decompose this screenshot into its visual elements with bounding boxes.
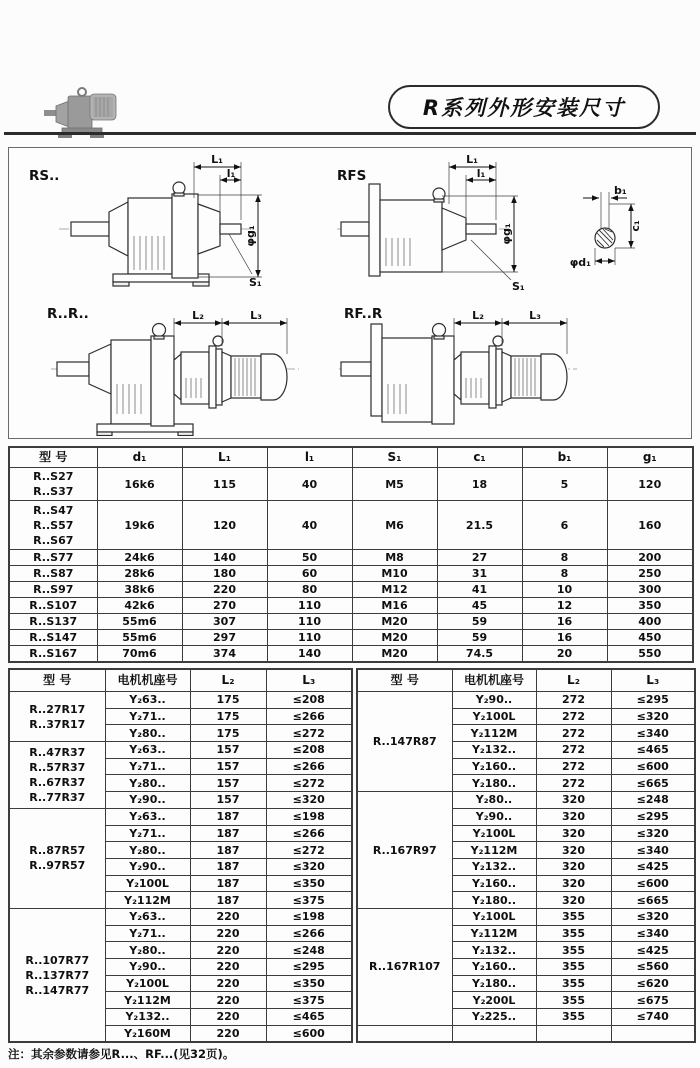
page-title-text: R系列外形安装尺寸 [422, 96, 626, 120]
value-cell: 40 [267, 468, 352, 501]
l3-cell: ≤340 [611, 725, 695, 742]
motor-frame-cell: Y₂80.. [105, 842, 190, 859]
dim-c1-label: c₁ [629, 220, 642, 232]
l2-cell: 220 [190, 1025, 266, 1042]
col-header-b1: b₁ [522, 447, 607, 468]
value-cell: 40 [267, 501, 352, 550]
l2-cell: 157 [190, 792, 266, 809]
l3-cell: ≤350 [266, 875, 352, 892]
value-cell: 550 [607, 646, 693, 663]
l2-cell: 220 [190, 1009, 266, 1026]
table-row [357, 792, 695, 809]
diagram-rs [29, 153, 262, 289]
dim-S1-label: S₁ [249, 276, 262, 289]
model-cell: R..167R97 [357, 792, 452, 909]
value-cell: 10 [522, 582, 607, 598]
l2-cell: 320 [536, 825, 611, 842]
l3-cell: ≤295 [611, 808, 695, 825]
motor-frame-cell: Y₂160.. [452, 758, 536, 775]
motor-frame-cell: Y₂132.. [452, 942, 536, 959]
motor-frame-cell: Y₂132.. [105, 1009, 190, 1026]
value-cell: 115 [182, 468, 267, 501]
l3-cell [611, 1025, 695, 1042]
table-row [9, 742, 352, 759]
value-cell: 307 [182, 614, 267, 630]
motor-frame-cell: Y₂90.. [452, 692, 536, 709]
l2-cell: 187 [190, 808, 266, 825]
model-cell: R..S87 [9, 566, 97, 582]
l2-cell: 175 [190, 692, 266, 709]
model-cell: R..S97 [9, 582, 97, 598]
l2-cell: 355 [536, 925, 611, 942]
diagram-panel [8, 147, 692, 439]
l2-cell: 187 [190, 825, 266, 842]
col-header-S1: S₁ [352, 447, 437, 468]
diagram-rfs [337, 153, 525, 293]
value-cell: 180 [182, 566, 267, 582]
l2-cell: 320 [536, 875, 611, 892]
value-cell: M10 [352, 566, 437, 582]
col-header-l1: l₁ [267, 447, 352, 468]
value-cell: M8 [352, 550, 437, 566]
l2-cell: 220 [190, 908, 266, 925]
col-header-g1: g₁ [607, 447, 693, 468]
l2-cell: 320 [536, 792, 611, 809]
motor-frame-cell: Y₂160.. [452, 959, 536, 976]
value-cell: 59 [437, 614, 522, 630]
dim-l1-label: l₁ [476, 167, 486, 180]
value-cell: M5 [352, 468, 437, 501]
table-row [9, 908, 352, 925]
value-cell: 50 [267, 550, 352, 566]
l2-cell: 320 [536, 858, 611, 875]
l3-cell: ≤208 [266, 742, 352, 759]
value-cell: 70m6 [97, 646, 182, 663]
motor-frame-cell: Y₂180.. [452, 975, 536, 992]
combination-table-right [356, 668, 696, 1043]
motor-frame-cell: Y₂200L [452, 992, 536, 1009]
motor-frame-cell: Y₂160.. [452, 875, 536, 892]
table-header-row [9, 447, 693, 468]
l2-cell: 272 [536, 742, 611, 759]
value-cell: 140 [267, 646, 352, 663]
col-header-L1: L₁ [182, 447, 267, 468]
model-cell: R..S27 R..S37 [9, 468, 97, 501]
table-row [9, 501, 693, 550]
l3-cell: ≤320 [611, 708, 695, 725]
motor-frame-cell: Y₂90.. [452, 808, 536, 825]
col-header-L2: L₂ [536, 669, 611, 692]
l3-cell: ≤375 [266, 992, 352, 1009]
footnote: 注：其余参数请参见R...、RF...(见32页)。 [8, 1047, 235, 1061]
table-row [357, 908, 695, 925]
model-cell: R..107R77 R..137R77 R..147R77 [9, 908, 105, 1042]
dim-L1-label: L₁ [211, 153, 223, 166]
page-title [388, 85, 660, 129]
l3-cell: ≤425 [611, 942, 695, 959]
value-cell: 6 [522, 501, 607, 550]
l3-cell: ≤465 [611, 742, 695, 759]
motor-frame-cell: Y₂63.. [105, 742, 190, 759]
value-cell: 400 [607, 614, 693, 630]
value-cell: 5 [522, 468, 607, 501]
dim-L3-label: L₃ [250, 309, 262, 322]
value-cell: 297 [182, 630, 267, 646]
l2-cell [536, 1025, 611, 1042]
l3-cell: ≤198 [266, 808, 352, 825]
table-row [9, 468, 693, 501]
table-row [9, 630, 693, 646]
dim-d1-label: φd₁ [569, 256, 591, 269]
motor-frame-cell: Y₂80.. [105, 775, 190, 792]
l2-cell: 355 [536, 959, 611, 976]
dimensions-table [8, 446, 694, 663]
value-cell: 27 [437, 550, 522, 566]
value-cell: 110 [267, 614, 352, 630]
table-row [9, 692, 352, 709]
motor-frame-cell: Y₂100L [452, 825, 536, 842]
dim-b1-label: b₁ [614, 184, 627, 197]
value-cell: 110 [267, 630, 352, 646]
value-cell: 20 [522, 646, 607, 663]
value-cell: 24k6 [97, 550, 182, 566]
l3-cell: ≤600 [266, 1025, 352, 1042]
motor-frame-cell: Y₂112M [105, 992, 190, 1009]
dim-L3-label: L₃ [529, 309, 541, 322]
l2-cell: 187 [190, 858, 266, 875]
l2-cell: 157 [190, 758, 266, 775]
col-header-L3: L₃ [611, 669, 695, 692]
motor-frame-cell: Y₂71.. [105, 925, 190, 942]
l2-cell: 157 [190, 775, 266, 792]
l2-cell: 220 [190, 975, 266, 992]
model-cell: R..27R17 R..37R17 [9, 692, 105, 742]
l3-cell: ≤375 [266, 892, 352, 909]
l2-cell: 157 [190, 742, 266, 759]
dim-L1-label: L₁ [466, 153, 478, 166]
value-cell: 110 [267, 598, 352, 614]
value-cell: M12 [352, 582, 437, 598]
value-cell: 160 [607, 501, 693, 550]
model-cell: R..S47 R..S57 R..S67 [9, 501, 97, 550]
l3-cell: ≤740 [611, 1009, 695, 1026]
l2-cell: 220 [190, 925, 266, 942]
value-cell: 38k6 [97, 582, 182, 598]
l3-cell: ≤272 [266, 725, 352, 742]
motor-frame-cell: Y₂80.. [105, 725, 190, 742]
l3-cell: ≤266 [266, 708, 352, 725]
l3-cell: ≤266 [266, 758, 352, 775]
dim-L2-label: L₂ [192, 309, 204, 322]
value-cell: M20 [352, 630, 437, 646]
l2-cell: 175 [190, 725, 266, 742]
motor-frame-cell: Y₂112M [452, 725, 536, 742]
l3-cell: ≤350 [266, 975, 352, 992]
l2-cell: 355 [536, 908, 611, 925]
value-cell: M20 [352, 614, 437, 630]
table-row [9, 582, 693, 598]
value-cell: 220 [182, 582, 267, 598]
motor-frame-cell: Y₂90.. [105, 858, 190, 875]
value-cell: 45 [437, 598, 522, 614]
motor-frame-cell: Y₂100L [452, 708, 536, 725]
l3-cell: ≤600 [611, 758, 695, 775]
table-row [9, 646, 693, 663]
l3-cell: ≤425 [611, 858, 695, 875]
motor-frame-cell: Y₂132.. [452, 742, 536, 759]
motor-frame-cell: Y₂63.. [105, 692, 190, 709]
dim-l1-label: l₁ [226, 167, 236, 180]
motor-frame-cell: Y₂180.. [452, 892, 536, 909]
value-cell: 350 [607, 598, 693, 614]
value-cell: 12 [522, 598, 607, 614]
l2-cell: 320 [536, 842, 611, 859]
value-cell: 16k6 [97, 468, 182, 501]
l2-cell: 355 [536, 1009, 611, 1026]
value-cell: 200 [607, 550, 693, 566]
model-cell: R..87R57 R..97R57 [9, 808, 105, 908]
motor-frame-cell: Y₂90.. [105, 792, 190, 809]
diagram-rfr-label: RF..R [344, 306, 383, 322]
value-cell: 450 [607, 630, 693, 646]
l3-cell: ≤600 [611, 875, 695, 892]
l3-cell: ≤266 [266, 825, 352, 842]
value-cell: 300 [607, 582, 693, 598]
diagram-rs-label: RS.. [29, 168, 60, 184]
l3-cell: ≤465 [266, 1009, 352, 1026]
l2-cell: 320 [536, 808, 611, 825]
col-header-model: 型 号 [9, 447, 97, 468]
col-header-motor-frame: 电机机座号 [105, 669, 190, 692]
value-cell: 374 [182, 646, 267, 663]
motor-frame-cell: Y₂100L [105, 875, 190, 892]
l3-cell: ≤295 [611, 692, 695, 709]
table-row [9, 566, 693, 582]
diagram-rr-label: R..R.. [47, 306, 89, 322]
value-cell: 55m6 [97, 614, 182, 630]
value-cell: 270 [182, 598, 267, 614]
l2-cell: 320 [536, 892, 611, 909]
l3-cell: ≤248 [611, 792, 695, 809]
value-cell: 60 [267, 566, 352, 582]
l3-cell: ≤248 [266, 942, 352, 959]
motor-frame-cell: Y₂180.. [452, 775, 536, 792]
header-rule [4, 132, 696, 135]
value-cell: 18 [437, 468, 522, 501]
motor-frame-cell: Y₂112M [452, 842, 536, 859]
l2-cell: 187 [190, 875, 266, 892]
motor-frame-cell: Y₂90.. [105, 959, 190, 976]
value-cell: 16 [522, 614, 607, 630]
l2-cell: 355 [536, 942, 611, 959]
value-cell: 8 [522, 550, 607, 566]
value-cell: M6 [352, 501, 437, 550]
l2-cell: 187 [190, 892, 266, 909]
l3-cell: ≤272 [266, 842, 352, 859]
combination-table-left [8, 668, 353, 1043]
l3-cell: ≤675 [611, 992, 695, 1009]
model-cell: R..S107 [9, 598, 97, 614]
dim-L2-label: L₂ [472, 309, 484, 322]
value-cell: 31 [437, 566, 522, 582]
dim-g1-label: φg₁ [244, 225, 257, 247]
diagram-rr [47, 306, 299, 436]
value-cell: 41 [437, 582, 522, 598]
l3-cell: ≤320 [611, 908, 695, 925]
table-header-row [9, 669, 352, 692]
l2-cell: 272 [536, 775, 611, 792]
col-header-motor-frame: 电机机座号 [452, 669, 536, 692]
l2-cell: 187 [190, 842, 266, 859]
col-header-c1: c₁ [437, 447, 522, 468]
table-row [357, 692, 695, 709]
value-cell: M20 [352, 646, 437, 663]
motor-frame-cell: Y₂71.. [105, 708, 190, 725]
shaft-section-detail [570, 184, 642, 269]
motor-frame-cell: Y₂112M [452, 925, 536, 942]
model-cell: R..S167 [9, 646, 97, 663]
model-cell: R..S147 [9, 630, 97, 646]
l3-cell: ≤340 [611, 925, 695, 942]
table-header-row [357, 669, 695, 692]
diagram-rfs-label: RFS [337, 168, 367, 184]
value-cell: 8 [522, 566, 607, 582]
l3-cell: ≤295 [266, 959, 352, 976]
table-row [9, 550, 693, 566]
value-cell: 19k6 [97, 501, 182, 550]
value-cell: M16 [352, 598, 437, 614]
value-cell: 250 [607, 566, 693, 582]
value-cell: 28k6 [97, 566, 182, 582]
l3-cell: ≤208 [266, 692, 352, 709]
l2-cell: 220 [190, 959, 266, 976]
motor-frame-cell: Y₂100L [105, 975, 190, 992]
l3-cell: ≤320 [266, 792, 352, 809]
l3-cell: ≤665 [611, 775, 695, 792]
value-cell: 16 [522, 630, 607, 646]
l2-cell: 175 [190, 708, 266, 725]
l3-cell: ≤340 [611, 842, 695, 859]
motor-frame-cell: Y₂71.. [105, 758, 190, 775]
table-row [9, 598, 693, 614]
col-header-L2: L₂ [190, 669, 266, 692]
value-cell: 21.5 [437, 501, 522, 550]
motor-frame-cell: Y₂132.. [452, 858, 536, 875]
table-row [357, 1025, 695, 1042]
l3-cell: ≤320 [611, 825, 695, 842]
col-header-d1: d₁ [97, 447, 182, 468]
l2-cell: 272 [536, 708, 611, 725]
model-cell [357, 1025, 452, 1042]
l2-cell: 272 [536, 758, 611, 775]
l3-cell: ≤266 [266, 925, 352, 942]
model-cell: R..167R107 [357, 908, 452, 1025]
value-cell: 120 [607, 468, 693, 501]
l3-cell: ≤665 [611, 892, 695, 909]
table-row [9, 614, 693, 630]
motor-frame-cell: Y₂80.. [452, 792, 536, 809]
value-cell: 80 [267, 582, 352, 598]
motor-frame-cell: Y₂63.. [105, 808, 190, 825]
col-header-L3: L₃ [266, 669, 352, 692]
model-cell: R..S137 [9, 614, 97, 630]
col-header-model: 型 号 [357, 669, 452, 692]
motor-frame-cell: Y₂160M [105, 1025, 190, 1042]
l2-cell: 355 [536, 975, 611, 992]
value-cell: 55m6 [97, 630, 182, 646]
value-cell: 120 [182, 501, 267, 550]
motor-frame-cell: Y₂80.. [105, 942, 190, 959]
table-row [9, 808, 352, 825]
l2-cell: 272 [536, 725, 611, 742]
combination-tables [8, 668, 692, 1043]
model-cell: R..47R37 R..57R37 R..67R37 R..77R37 [9, 742, 105, 809]
l3-cell: ≤198 [266, 908, 352, 925]
model-cell: R..S77 [9, 550, 97, 566]
l3-cell: ≤560 [611, 959, 695, 976]
l2-cell: 272 [536, 692, 611, 709]
motor-frame-cell: Y₂71.. [105, 825, 190, 842]
motor-frame-cell: Y₂63.. [105, 908, 190, 925]
motor-frame-cell: Y₂225.. [452, 1009, 536, 1026]
l3-cell: ≤620 [611, 975, 695, 992]
diagram-rfr [339, 306, 577, 424]
l2-cell: 220 [190, 942, 266, 959]
value-cell: 59 [437, 630, 522, 646]
l3-cell: ≤320 [266, 858, 352, 875]
model-cell: R..147R87 [357, 692, 452, 792]
l3-cell: ≤272 [266, 775, 352, 792]
value-cell: 42k6 [97, 598, 182, 614]
l2-cell: 220 [190, 992, 266, 1009]
l2-cell: 355 [536, 992, 611, 1009]
value-cell: 140 [182, 550, 267, 566]
col-header-model: 型 号 [9, 669, 105, 692]
dim-g1-label: φg₁ [500, 223, 513, 245]
motor-frame-cell: Y₂112M [105, 892, 190, 909]
value-cell: 74.5 [437, 646, 522, 663]
motor-frame-cell [452, 1025, 536, 1042]
motor-frame-cell: Y₂100L [452, 908, 536, 925]
dim-S1-label: S₁ [512, 280, 525, 293]
